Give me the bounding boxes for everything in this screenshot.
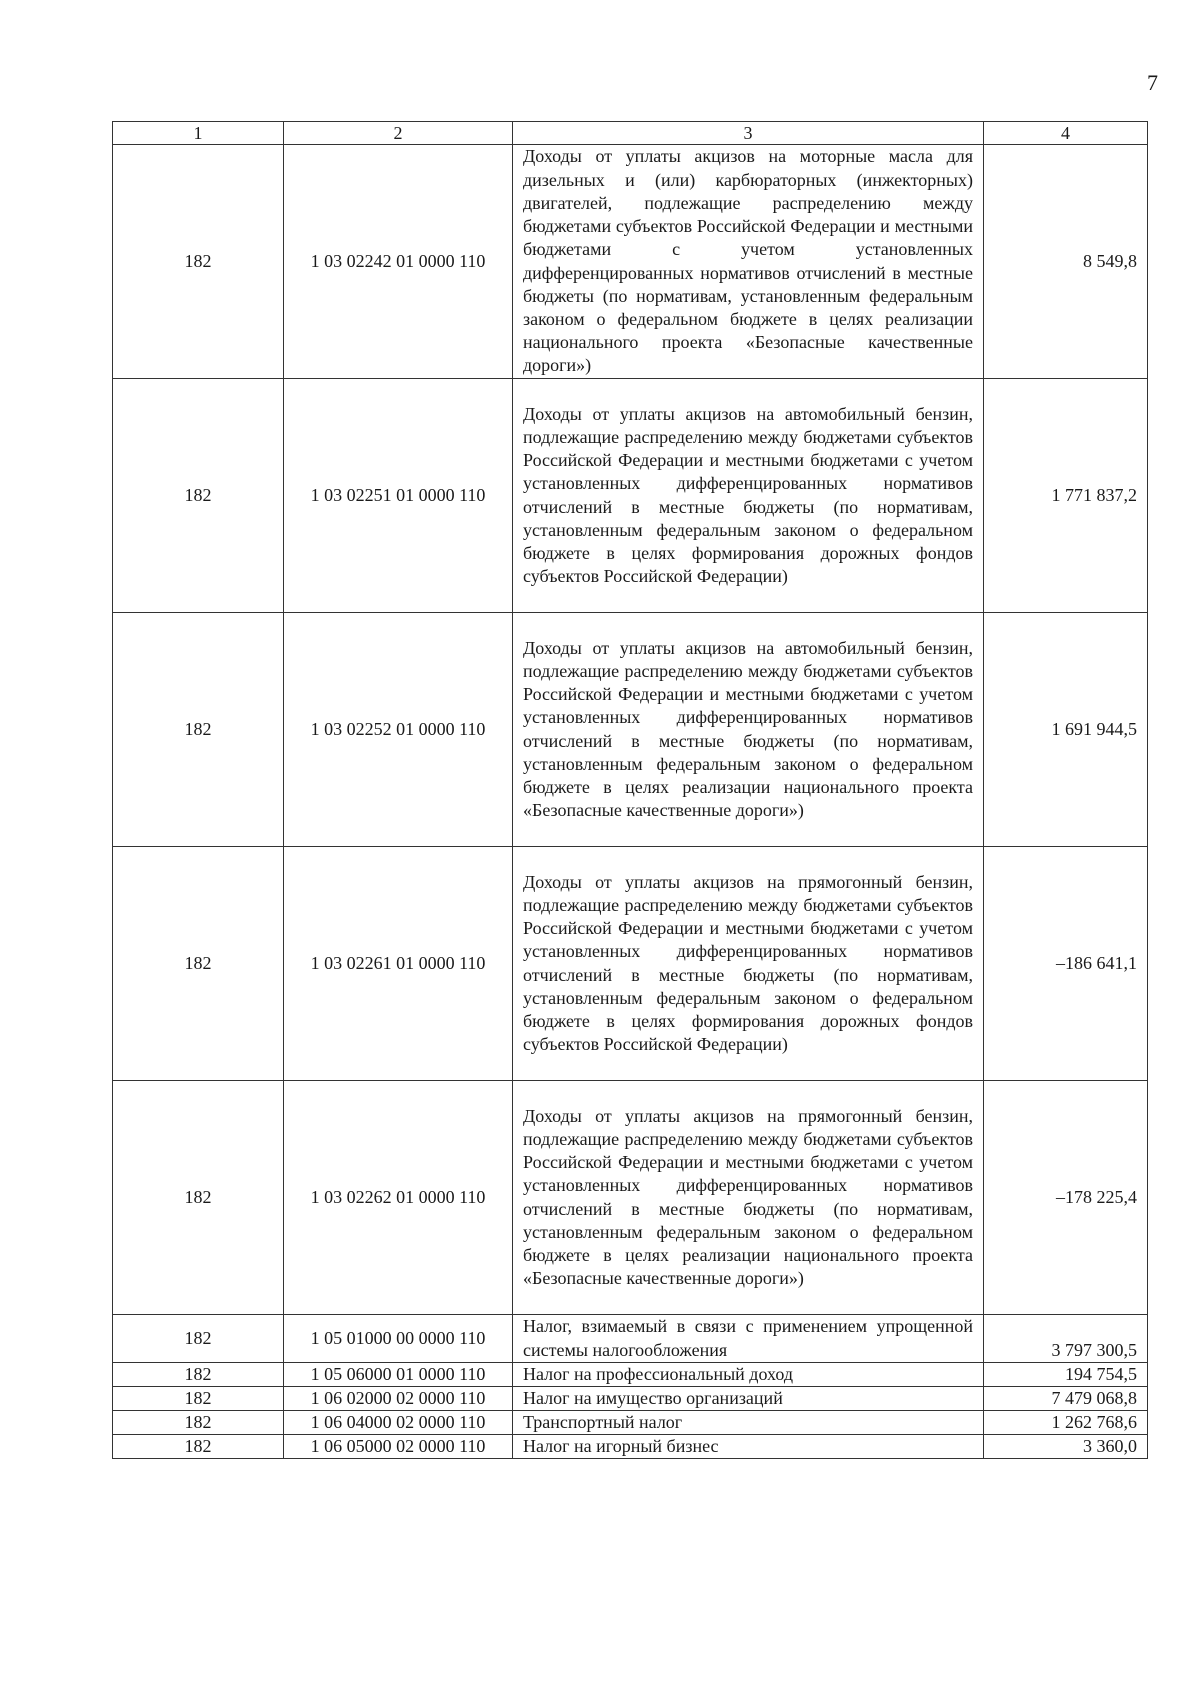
budget-code-cell: 1 06 05000 02 0000 110 — [284, 1435, 513, 1459]
budget-code-cell: 1 03 02252 01 0000 110 — [284, 613, 513, 847]
amount-cell: 1 771 837,2 — [984, 379, 1148, 613]
budget-code-cell: 1 03 02251 01 0000 110 — [284, 379, 513, 613]
admin-code-cell: 182 — [113, 1411, 284, 1435]
admin-code-cell: 182 — [113, 847, 284, 1081]
admin-code-cell: 182 — [113, 613, 284, 847]
amount-cell: –178 225,4 — [984, 1081, 1148, 1315]
column-header-4: 4 — [984, 122, 1148, 145]
description-cell: Налог на игорный бизнес — [513, 1435, 984, 1459]
table-row — [113, 1411, 1148, 1435]
budget-code-cell: 1 03 02261 01 0000 110 — [284, 847, 513, 1081]
table-row — [113, 1081, 1148, 1315]
column-header-2: 2 — [284, 122, 513, 145]
description-cell: Налог на профессиональный доход — [513, 1363, 984, 1387]
budget-code-cell: 1 03 02242 01 0000 110 — [284, 145, 513, 379]
table-row — [113, 1387, 1148, 1411]
amount-cell: 1 262 768,6 — [984, 1411, 1148, 1435]
admin-code-cell: 182 — [113, 1363, 284, 1387]
budget-code-cell: 1 05 01000 00 0000 110 — [284, 1315, 513, 1363]
amount-cell: 1 691 944,5 — [984, 613, 1148, 847]
description-cell: Налог, взимаемый в связи с применением упрощенной системы налогообложения — [513, 1315, 984, 1363]
admin-code-cell: 182 — [113, 379, 284, 613]
description-cell: Транспортный налог — [513, 1411, 984, 1435]
admin-code-cell: 182 — [113, 145, 284, 379]
table-row — [113, 613, 1148, 847]
description-cell: Налог на имущество организаций — [513, 1387, 984, 1411]
admin-code-cell: 182 — [113, 1387, 284, 1411]
admin-code-cell: 182 — [113, 1435, 284, 1459]
amount-cell: 3 360,0 — [984, 1435, 1148, 1459]
revenue-table — [112, 121, 1148, 1459]
table-header-row — [113, 122, 1148, 145]
table-row — [113, 1315, 1148, 1363]
table-row — [113, 145, 1148, 379]
description-cell: Доходы от уплаты акцизов на прямогонный бензин, подлежащие распределению между бюджетами субъектов Российской Федерации и местными бюджетами с учетом установленных дифференцированных нормативов отчислений в местные бюджеты (по нормативам, установленным федеральным законом о федеральном бюджете в целях формирования дорожных фондов субъектов Российской Федерации) — [513, 847, 984, 1081]
amount-cell: 194 754,5 — [984, 1363, 1148, 1387]
amount-cell: 7 479 068,8 — [984, 1387, 1148, 1411]
budget-code-cell: 1 06 04000 02 0000 110 — [284, 1411, 513, 1435]
page-number: 7 — [1147, 70, 1158, 95]
table-row — [113, 1435, 1148, 1459]
budget-code-cell: 1 06 02000 02 0000 110 — [284, 1387, 513, 1411]
budget-code-cell: 1 03 02262 01 0000 110 — [284, 1081, 513, 1315]
budget-code-cell: 1 05 06000 01 0000 110 — [284, 1363, 513, 1387]
description-cell: Доходы от уплаты акцизов на моторные масла для дизельных и (или) карбюраторных (инжекторных) двигателей, подлежащие распределению между бюджетами субъектов Российской Федерации и местными бюджетами с учетом установленных дифференцированных нормативов отчислений в местные бюджеты (по нормативам, установленным федеральным законом о федеральном бюджете в целях реализации национального проекта «Безопасные качественные дороги») — [513, 145, 984, 379]
admin-code-cell: 182 — [113, 1315, 284, 1363]
table-row — [113, 1363, 1148, 1387]
table-row — [113, 847, 1148, 1081]
amount-cell: 3 797 300,5 — [984, 1315, 1148, 1363]
table-row — [113, 379, 1148, 613]
column-header-1: 1 — [113, 122, 284, 145]
column-header-3: 3 — [513, 122, 984, 145]
description-cell: Доходы от уплаты акцизов на автомобильный бензин, подлежащие распределению между бюджетами субъектов Российской Федерации и местными бюджетами с учетом установленных дифференцированных нормативов отчислений в местные бюджеты (по нормативам, установленным федеральным законом о федеральном бюджете в целях реализации национального проекта «Безопасные качественные дороги») — [513, 613, 984, 847]
description-cell: Доходы от уплаты акцизов на автомобильный бензин, подлежащие распределению между бюджетами субъектов Российской Федерации и местными бюджетами с учетом установленных дифференцированных нормативов отчислений в местные бюджеты (по нормативам, установленным федеральным законом о федеральном бюджете в целях формирования дорожных фондов субъектов Российской Федерации) — [513, 379, 984, 613]
amount-cell: 8 549,8 — [984, 145, 1148, 379]
admin-code-cell: 182 — [113, 1081, 284, 1315]
description-cell: Доходы от уплаты акцизов на прямогонный бензин, подлежащие распределению между бюджетами субъектов Российской Федерации и местными бюджетами с учетом установленных дифференцированных нормативов отчислений в местные бюджеты (по нормативам, установленным федеральным законом о федеральном бюджете в целях реализации национального проекта «Безопасные качественные дороги») — [513, 1081, 984, 1315]
amount-cell: –186 641,1 — [984, 847, 1148, 1081]
